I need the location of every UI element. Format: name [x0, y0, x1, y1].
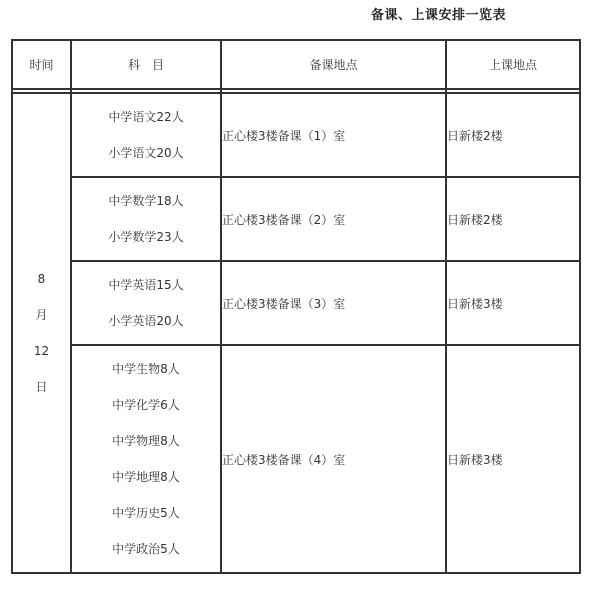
header-subject: 科 目 [71, 40, 221, 89]
subject-item: 中学地理8人 [112, 470, 180, 484]
header-time: 时间 [12, 40, 71, 89]
subject-item: 中学物理8人 [112, 434, 180, 448]
subject-item: 中学政治5人 [112, 542, 180, 556]
subject-cell [71, 345, 221, 573]
subject-item: 小学语文20人 [108, 146, 184, 160]
subject-item: 中学数学18人 [108, 194, 184, 208]
time-month-char: 月 [35, 308, 48, 322]
time-day-char: 日 [35, 380, 48, 394]
table-row [12, 177, 580, 261]
subject-item: 中学语文22人 [108, 110, 184, 124]
table-row [12, 93, 580, 177]
prep-location-cell: 正心楼3楼备课（1）室 [221, 93, 446, 177]
table-row [12, 261, 580, 345]
time-cell [12, 93, 71, 573]
subject-cell [71, 177, 221, 261]
class-location-cell: 日新楼3楼 [446, 345, 580, 573]
subject-item: 中学生物8人 [112, 362, 180, 376]
subject-item: 小学英语20人 [108, 314, 184, 328]
subject-item: 小学数学23人 [108, 230, 184, 244]
time-month-number: 8 [37, 272, 46, 286]
header-row [12, 40, 580, 89]
subject-item: 中学化学6人 [112, 398, 180, 412]
prep-location-cell: 正心楼3楼备课（2）室 [221, 177, 446, 261]
schedule-table [11, 39, 581, 574]
page-title: 备课、上课安排一览表 [371, 8, 507, 23]
subject-cell [71, 261, 221, 345]
class-location-cell: 日新楼2楼 [446, 93, 580, 177]
subject-cell [71, 93, 221, 177]
class-location-cell: 日新楼3楼 [446, 261, 580, 345]
subject-item: 中学历史5人 [112, 506, 180, 520]
time-day-number: 12 [33, 344, 50, 358]
header-class-location: 上课地点 [446, 40, 580, 89]
prep-location-cell: 正心楼3楼备课（4）室 [221, 345, 446, 573]
class-location-cell: 日新楼2楼 [446, 177, 580, 261]
table-row [12, 345, 580, 573]
prep-location-cell: 正心楼3楼备课（3）室 [221, 261, 446, 345]
subject-item: 中学英语15人 [108, 278, 184, 292]
header-prep-location: 备课地点 [221, 40, 446, 89]
